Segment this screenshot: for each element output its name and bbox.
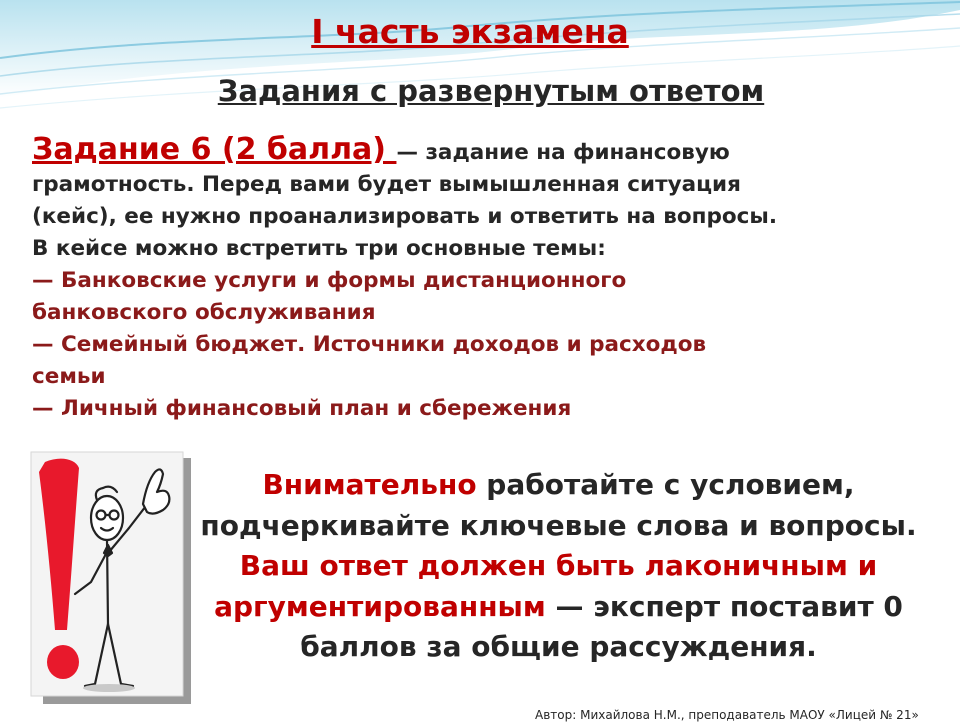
advice-text <box>196 465 921 668</box>
task-intro-line2: грамотность. Перед вами будет вымышленная ситуация <box>32 172 741 197</box>
slide-subtitle: Задания с развернутым ответом <box>217 74 765 108</box>
advice-instruction: работайте с условием, подчеркивайте ключевые слова и вопросы. <box>200 468 917 542</box>
theme-item-budget-line2: семьи <box>32 364 106 389</box>
task-description <box>32 134 947 425</box>
task-first-line <box>32 134 947 169</box>
exclamation-figure-illustration <box>25 448 195 706</box>
theme-item-savings-line1: — Личный финансовый план и сбережения <box>32 396 572 421</box>
theme-item-budget-line1: — Семейный бюджет. Источники доходов и расходов <box>32 332 707 357</box>
task-intro-line1: — задание на финансовую <box>396 140 730 165</box>
task-heading: Задание 6 (2 балла) <box>32 132 397 167</box>
advice-emphasis-answer: Ваш ответ должен быть лаконичным и аргументированным <box>214 549 878 623</box>
task-intro-line4: В кейсе можно встретить три основные темы: <box>32 236 606 261</box>
theme-item-banking-line1: — Банковские услуги и формы дистанционного <box>32 268 627 293</box>
advice-emphasis-carefully: Внимательно <box>262 468 477 501</box>
task-intro-line3: (кейс), ее нужно проанализировать и ответить на вопросы. <box>32 204 778 229</box>
theme-item-banking-line2: банковского обслуживания <box>32 300 376 325</box>
author-footer: Автор: Михайлова Н.М., преподаватель МАОУ «Лицей № 21» <box>535 708 919 722</box>
slide-title: I часть экзамена <box>311 12 629 51</box>
advice-warning: — эксперт поставит 0 баллов за общие рассуждения. <box>300 589 903 663</box>
